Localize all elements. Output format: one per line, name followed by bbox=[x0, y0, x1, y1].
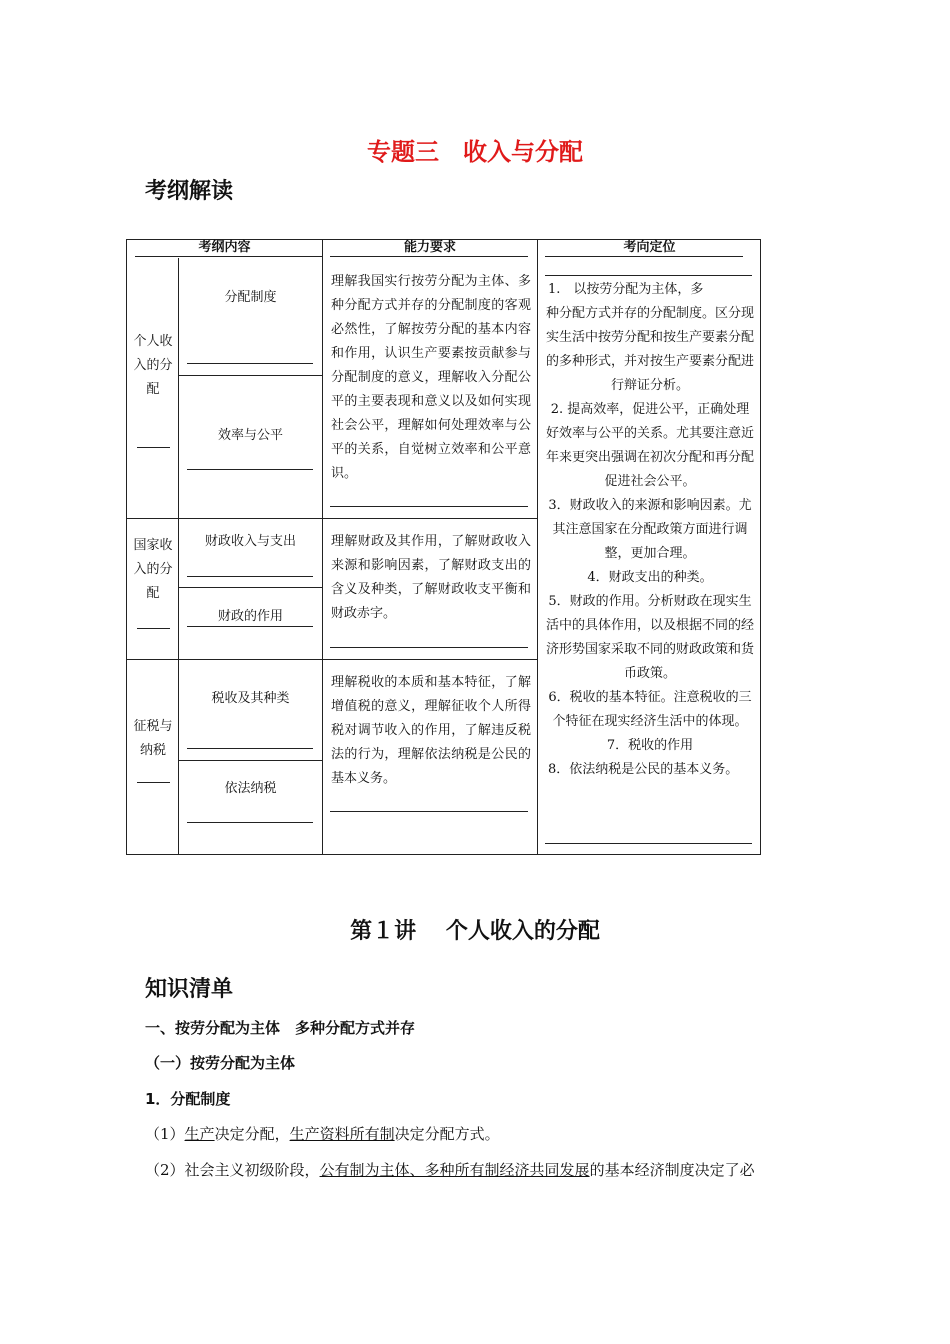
item-distribution-system: 分配制度 bbox=[224, 290, 277, 305]
direction-item-1: 1. 以按劳分配为主体，多 bbox=[548, 282, 704, 297]
direction-item-7: 7．税收的作用 bbox=[606, 738, 694, 753]
ability-taxation: 理解税收的本质和基本特征，了解增值税的意义，理解征收个人所得税对调节收入的作用，了解违反税法的行为，理解依法纳税是公民的基本义务。 bbox=[331, 675, 531, 786]
heading-level-3: 1．分配制度 bbox=[145, 1090, 231, 1108]
group-label-taxation: 征税与纳税 bbox=[133, 719, 173, 758]
direction-item-2: 2. 提高效率，促进公平，正确处理好效率与公平的关系。尤其要注意近年来更突出强调在初次分配和再分配促进社会公平。 bbox=[546, 402, 755, 489]
heading-level-2: （一）按劳分配为主体 bbox=[145, 1054, 296, 1072]
direction-list bbox=[546, 278, 754, 782]
outline-table bbox=[126, 239, 761, 855]
item-tax-types: 税收及其种类 bbox=[211, 691, 290, 706]
underline-term: 生产资料所有制 bbox=[289, 1125, 395, 1143]
direction-item-1-cont: 种分配方式并存的分配制度。区分现实生活中按劳分配和按生产要素分配的多种形式，并对按生产要素分配进行辩证分析。 bbox=[546, 306, 755, 393]
direction-item-4: 4．财政支出的种类。 bbox=[587, 570, 713, 585]
underline-term: 公有制为主体、多种所有制经济共同发展 bbox=[319, 1161, 590, 1179]
heading-level-1: 一、按劳分配为主体 多种分配方式并存 bbox=[145, 1019, 416, 1037]
item-fiscal-role: 财政的作用 bbox=[217, 609, 283, 624]
topic-title: 专题三 收入与分配 bbox=[367, 138, 583, 166]
header-direction: 考向定位 bbox=[623, 240, 676, 255]
header-outline-content: 考纲内容 bbox=[198, 240, 251, 255]
direction-item-3: 3．财政收入的来源和影响因素。尤其注意国家在分配政策方面进行调整，更加合理。 bbox=[548, 498, 752, 561]
group-label-personal-income: 个人收入的分配 bbox=[133, 334, 173, 397]
paragraph-1: （1）生产决定分配，生产资料所有制决定分配方式。 bbox=[145, 1125, 500, 1143]
section-heading-outline: 考纲解读 bbox=[145, 179, 234, 204]
ability-national-income: 理解财政及其作用，了解财政收入来源和影响因素，了解财政支出的含义及种类，了解财政收支平衡和财政赤字。 bbox=[331, 534, 531, 621]
item-fiscal-revenue-expenditure: 财政收入与支出 bbox=[204, 534, 296, 549]
header-ability: 能力要求 bbox=[403, 240, 456, 255]
direction-item-5: 5．财政的作用。分析财政在现实生活中的具体作用，以及根据不同的经济形势国家采取不同的财政政策和货币政策。 bbox=[546, 594, 755, 681]
underline-term: 生产 bbox=[184, 1125, 215, 1143]
group-label-national-income: 国家收入的分配 bbox=[133, 538, 173, 601]
direction-item-8: 8．依法纳税是公民的基本义务。 bbox=[548, 762, 739, 777]
lecture-title: 第１讲 个人收入的分配 bbox=[350, 919, 600, 944]
paragraph-2: （2）社会主义初级阶段，公有制为主体、多种所有制经济共同发展的基本经济制度决定了必 bbox=[145, 1161, 755, 1179]
ability-personal-income: 理解我国实行按劳分配为主体、多种分配方式并存的分配制度的客观必然性，了解按劳分配的基本内容和作用，认识生产要素按贡献参与分配制度的意义，理解收入分配公平的主要表现和意义以及如何实现社会公平，理解如何处理效率与公平的关系，自觉树立效率和公平意识。 bbox=[331, 274, 531, 481]
section-heading-knowledge: 知识清单 bbox=[145, 977, 234, 1002]
item-lawful-taxpaying: 依法纳税 bbox=[224, 781, 277, 796]
item-efficiency-fairness: 效率与公平 bbox=[217, 428, 283, 443]
direction-item-6: 6．税收的基本特征。注意税收的三个特征在现实经济生活中的体现。 bbox=[548, 690, 752, 729]
